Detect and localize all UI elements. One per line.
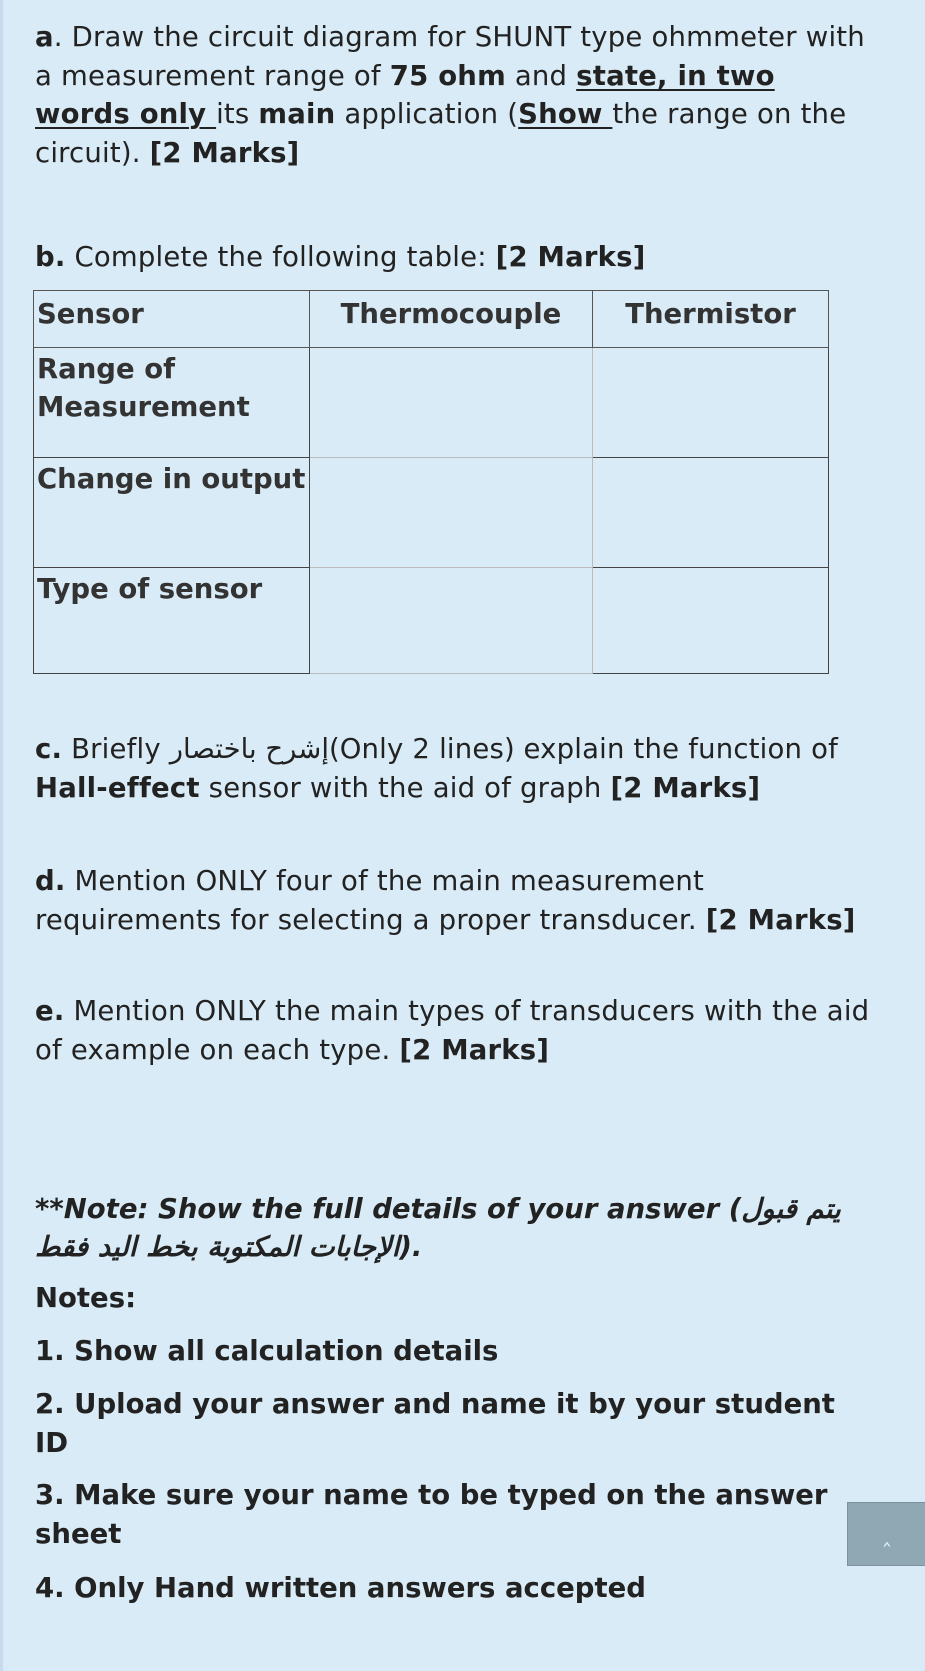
cell-thermocouple-range: [310, 348, 593, 458]
row-label-change: Change in output: [34, 458, 310, 568]
question-a-main: main: [258, 98, 336, 130]
question-a-text-1: . Draw the circuit diagram for SHUNT type ohmmeter with a measurement range of: [35, 21, 865, 92]
question-e-marks: [2 Marks]: [399, 1033, 550, 1066]
chevron-up-icon: ‸: [883, 1521, 891, 1547]
question-c-letter: c.: [35, 733, 63, 765]
table-row: [34, 568, 829, 674]
question-c-arabic: إشرح باختصار: [169, 733, 329, 765]
row-label-type: Type of sensor: [34, 568, 310, 674]
question-e-text: Mention ONLY the main types of transducers with the aid of example on each type.: [35, 995, 870, 1066]
question-a-show: Show: [518, 98, 613, 130]
question-a-range: 75 ohm: [389, 59, 506, 92]
notes-item: 1. Show all calculation details: [35, 1335, 499, 1367]
notes-item: 2. Upload your answer and name it by your student ID: [35, 1388, 835, 1459]
table-header-sensor: Sensor: [34, 291, 310, 348]
question-c-text-1: Briefly: [62, 733, 170, 765]
table-header-thermocouple: Thermocouple: [310, 291, 593, 348]
cell-thermocouple-change: [310, 458, 593, 568]
question-b-marks: [2 Marks]: [495, 241, 646, 273]
question-d: [35, 862, 885, 939]
question-c-hall-effect: Hall-effect: [35, 771, 200, 804]
question-b-text: Complete the following table:: [65, 241, 496, 273]
notes-item: 4. Only Hand written answers accepted: [35, 1572, 646, 1604]
cell-thermistor-range: [593, 348, 829, 458]
sensor-table: [33, 290, 829, 674]
question-b-letter: b.: [35, 241, 66, 273]
table-row: [34, 348, 829, 458]
note-arabic: يتم قبول الإجابات المكتوبة بخط اليد فقط: [35, 1193, 841, 1263]
question-c-text-2: (Only 2 lines) explain the function of: [328, 733, 839, 765]
question-e: [35, 992, 885, 1069]
question-d-marks: [2 Marks]: [705, 903, 856, 936]
question-b: [35, 238, 645, 277]
question-c-marks: [2 Marks]: [610, 771, 761, 804]
handwritten-note: [35, 1190, 895, 1266]
question-d-letter: d.: [35, 865, 66, 897]
question-a-text-2: and: [505, 59, 577, 92]
question-a-text-4: application (: [335, 98, 519, 130]
table-row: [34, 458, 829, 568]
row-label-range: Range of Measurement: [34, 348, 310, 458]
note-text: **Note: Show the full details of your answer (: [35, 1193, 742, 1225]
note-end: ).: [399, 1231, 423, 1263]
question-a-marks: [2 Marks]: [149, 136, 300, 169]
scroll-to-top-button[interactable]: [847, 1502, 925, 1566]
notes-title: Notes:: [35, 1282, 137, 1314]
question-a-text-3: its: [216, 98, 259, 130]
cell-thermistor-type: [593, 568, 829, 674]
cell-thermistor-change: [593, 458, 829, 568]
question-a-text-5: the range on the circuit).: [35, 98, 847, 169]
question-a: [35, 18, 875, 172]
table-header-thermistor: Thermistor: [593, 291, 829, 348]
question-e-letter: e.: [35, 995, 65, 1027]
question-c-text-3: sensor with the aid of graph: [199, 771, 611, 804]
question-a-letter: a: [35, 21, 54, 53]
question-d-text: Mention ONLY four of the main measurement requirements for selecting a proper transducer.: [35, 865, 706, 936]
notes-item: 3. Make sure your name to be typed on the answer sheet: [35, 1479, 828, 1550]
panel-edge: [0, 0, 3, 1671]
cell-thermocouple-type: [310, 568, 593, 674]
table-header-row: [34, 291, 829, 348]
question-a-state: state, in two words only: [35, 59, 775, 130]
question-c: [35, 730, 885, 807]
